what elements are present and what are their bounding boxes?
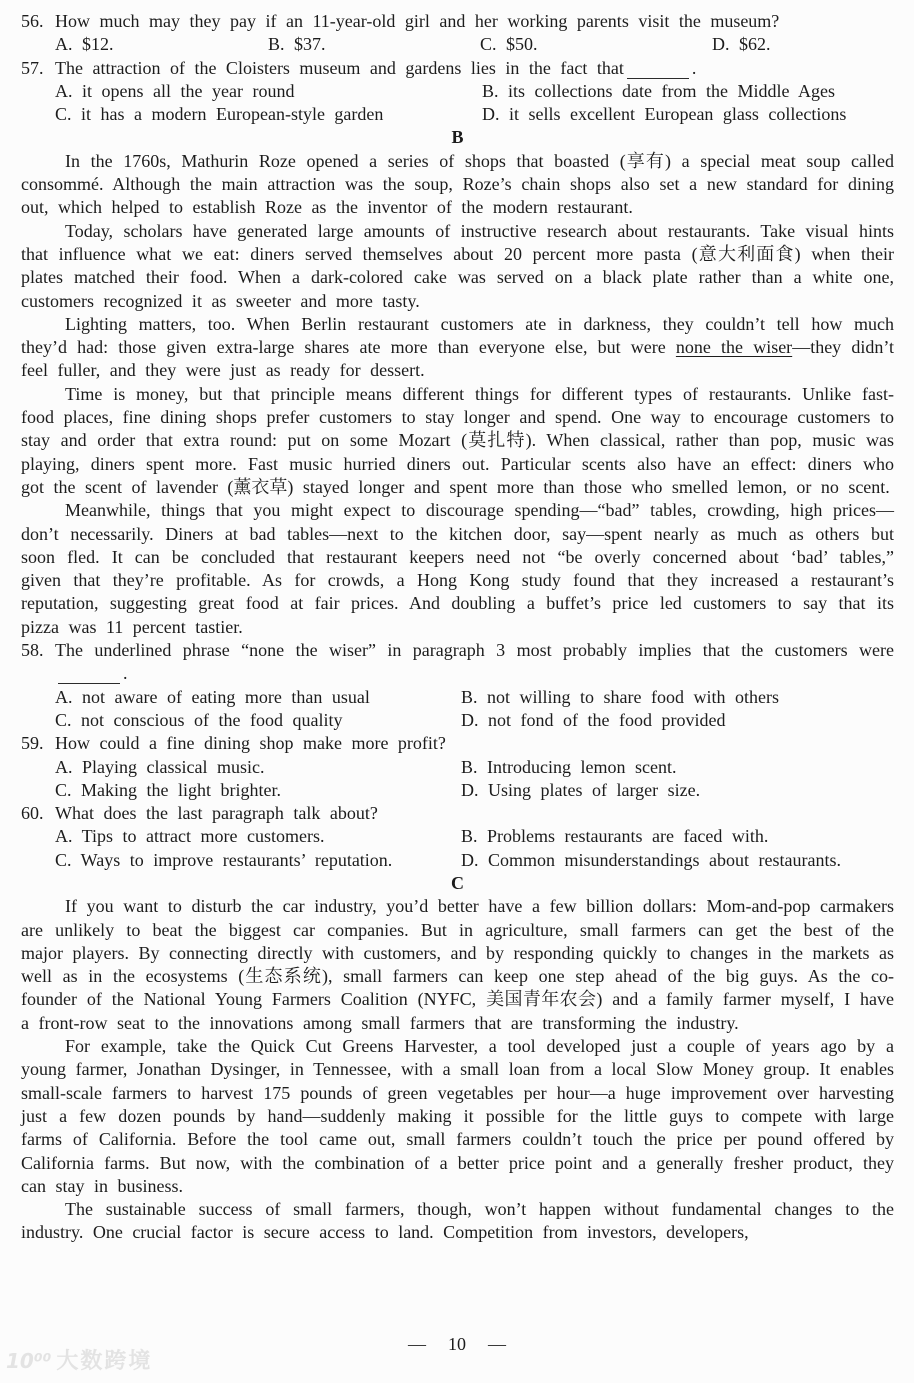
answer-blank-58 [58, 679, 120, 684]
paragraph-b2: Today, scholars have generated large amounts of instructive research about restaurants. Take visual hints that influence what we eat: diners served themselves about 20 percent more pasta (意大利面食) when their plates matched their food. When a dark-colored cake was served on a black plate rather than a white one, customers recognized it as sweeter and more tasty. [21, 220, 894, 311]
question-60-number: 60. [21, 803, 44, 824]
question-58 [21, 639, 894, 686]
question-57-stem: The attraction of the Cloisters museum and gardens lies in the fact that [55, 57, 624, 78]
option-56-c: C. $50. [480, 34, 538, 55]
section-header-c: C [451, 872, 464, 893]
option-58-b: B. not willing to share food with others [461, 686, 779, 707]
option-60-b: B. Problems restaurants are faced with. [461, 826, 769, 847]
question-60-options-row2 [21, 849, 894, 872]
question-56-number: 56. [21, 11, 44, 31]
paragraph-b4: Time is money, but that principle means different things for different types of restaurants. Unlike fast-food places, fine dining shops prefer customers to stay longer and spend. One way to encourage customers to stay and order that extra round: put on some Mozart (莫扎特). When classical, rather than pop, music was playing, diners spent more. Fast music hurried diners out. Particular scents also have an effect: diners who got the scent of lavender (薰衣草) stayed longer and spent more than those who smelled lemon, or no scent. [21, 383, 894, 497]
question-58-number: 58. [21, 640, 44, 661]
page-number: 10 [448, 1334, 466, 1354]
question-57-number: 57. [21, 57, 44, 78]
question-59-stem: How could a fine dining shop make more profit? [55, 733, 446, 754]
option-59-c: C. Making the light brighter. [55, 779, 281, 800]
question-60 [21, 802, 894, 825]
question-59-number: 59. [21, 733, 44, 754]
paragraph-c3: The sustainable success of small farmers, though, won’t happen without fundamental changes to the industry. One crucial factor is secure access to land. Competition from investors, developers, [21, 1199, 894, 1243]
option-58-a: A. not aware of eating more than usual [55, 686, 370, 707]
watermark-logo: 10⁰⁰ [6, 1349, 52, 1373]
question-60-options-row1 [21, 825, 894, 848]
question-58-stem-end: . [123, 663, 128, 684]
option-60-a: A. Tips to attract more customers. [55, 826, 325, 847]
paragraph-c1: If you want to disturb the car industry, you’d better have a few billion dollars: Mom-and-pop carmakers are unlikely to beat the biggest car companies. But in agriculture, small farmers can get the best of the major players. By connecting directly with customers, and by responding quickly to changes in the markets as well as in the ecosystems (生态系统), small farmers can keep one step ahead of the big guys. As the co-founder of the National Young Farmers Coalition (NYFC, 美国青年农会) and a family farmer myself, I have a front-row seat to the innovations among small farmers that are transforming the industry. [21, 896, 894, 1033]
footer-dash-right: — [488, 1334, 506, 1354]
paragraph-b3-post: —they didn’t feel fuller, and they were just as ready for dessert. [21, 337, 894, 381]
question-57-stem-end: . [691, 57, 697, 78]
question-57-options-row1 [21, 80, 894, 103]
paragraph-b3 [21, 313, 894, 383]
question-57-options-row2 [21, 103, 894, 126]
option-56-d: D. $62. [712, 34, 771, 55]
paragraph-b3-pre: Lighting matters, too. When Berlin restaurant customers ate in darkness, they couldn’t tell how much they’d had: those given extra-large shares ate more than everyone else, but were [21, 313, 894, 358]
option-57-d: D. it sells excellent European glass collections [482, 104, 847, 125]
option-57-a: A. it opens all the year round [55, 80, 295, 101]
footer-dash-left: — [408, 1334, 426, 1354]
watermark-brand-text: 大数跨境 [56, 1349, 153, 1374]
paragraph-b1: In the 1760s, Mathurin Roze opened a series of shops that boasted (享有) a special meat soup called consommé. Although the main attraction was the soup, Roze’s chain shops also set a new standard for dining out, which helped to establish Roze as the inventor of the modern restaurant. [21, 150, 894, 218]
section-header-b: B [451, 127, 464, 148]
answer-blank-57 [627, 74, 689, 79]
underlined-phrase-none-the-wiser: none the wiser [675, 337, 793, 358]
question-59-options-row1 [21, 756, 894, 779]
option-59-d: D. Using plates of larger size. [461, 779, 701, 800]
option-59-a: A. Playing classical music. [55, 756, 265, 777]
question-60-stem: What does the last paragraph talk about? [55, 803, 378, 824]
option-59-b: B. Introducing lemon scent. [461, 756, 677, 777]
option-57-b: B. its collections date from the Middle Ages [482, 80, 835, 101]
question-58-options-row2 [21, 709, 894, 732]
option-56-a: A. $12. [55, 34, 114, 55]
question-58-stem: The underlined phrase “none the wiser” in paragraph 3 most probably implies that the customers were [55, 640, 894, 661]
option-60-c: C. Ways to improve restaurants’ reputation. [55, 849, 393, 870]
option-56-b: B. $37. [268, 34, 326, 55]
option-60-d: D. Common misunderstandings about restaurants. [461, 849, 841, 870]
question-58-options-row1 [21, 686, 894, 709]
question-56-options [21, 33, 894, 56]
paragraph-c2: For example, take the Quick Cut Greens Harvester, a tool developed just a couple of years ago by a young farmer, Jonathan Dysinger, in Tennessee, with a small loan from a local Slow Money group. It enables small-scale farmers to harvest 175 pounds of green vegetables per hour—a huge improvement over harvesting just a few dozen pounds by hand—suddenly making it possible for the little guys to compete with large farms of California. Before the tool came out, small farmers couldn’t touch the price per pound offered by California farms. But now, with the combination of a better price point and a generally fresher product, they can stay in business. [21, 1036, 894, 1196]
question-57 [21, 57, 894, 80]
question-59-options-row2 [21, 779, 894, 802]
option-58-d: D. not fond of the food provided [461, 709, 726, 730]
paragraph-b5: Meanwhile, things that you might expect to discourage spending—“bad” tables, crowding, high prices—don’t necessarily. Diners at bad tables—next to the kitchen door, say—spent nearly as much as others but soon fled. It can be concluded that restaurant keepers need not “be overly concerned about ‘bad’ tables,” given that they’re profitable. As for crowds, a Hong Kong study found that they increased a restaurant’s reputation, suggesting great food at fair prices. And doubling a buffet’s price led customers to say that its pizza was 11 percent tastier. [21, 500, 894, 637]
question-59 [21, 732, 894, 755]
option-57-c: C. it has a modern European-style garden [55, 104, 384, 125]
watermark [6, 1344, 152, 1375]
option-58-c: C. not conscious of the food quality [55, 709, 343, 730]
question-56 [21, 10, 894, 33]
content-area [21, 10, 894, 1245]
question-56-stem: How much may they pay if an 11-year-old girl and her working parents visit the museum? [55, 11, 780, 31]
